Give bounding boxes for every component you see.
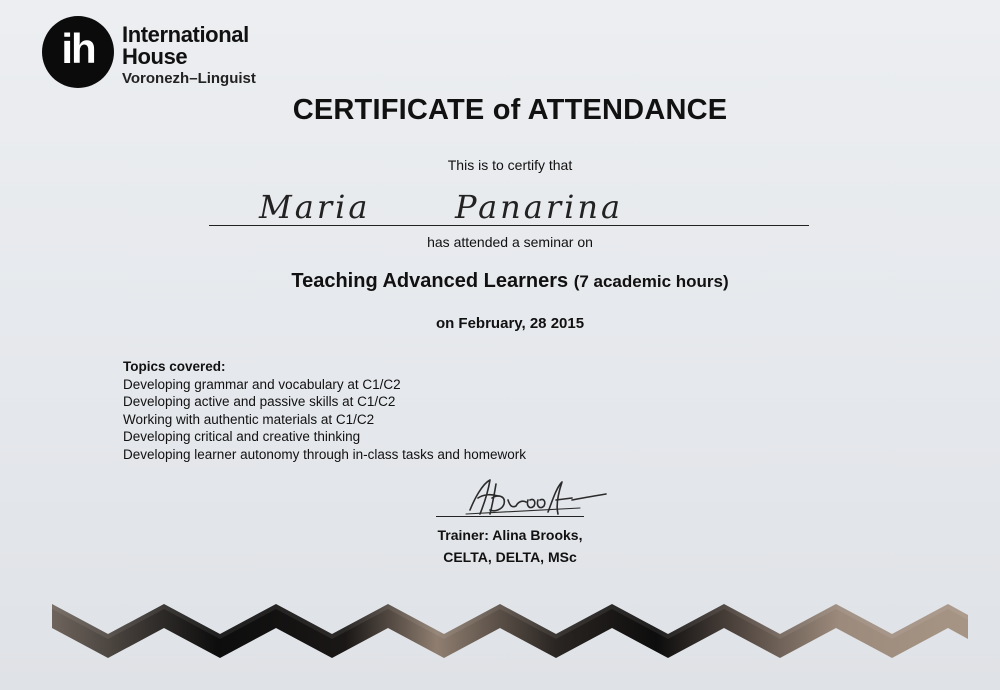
trainer-name: Trainer: Alina Brooks,	[437, 527, 583, 543]
topic-item: Working with authentic materials at C1/C2	[123, 411, 375, 427]
topic-item: Developing critical and creative thinking	[123, 429, 361, 444]
decorative-zigzag-border	[52, 598, 968, 658]
topic-item: Developing grammar and vocabulary at C1/C2	[123, 376, 401, 392]
certificate-title: CERTIFICATE of ATTENDANCE	[292, 94, 728, 126]
seminar-hours: (7 academic hours)	[573, 272, 729, 291]
topic-item: Developing learner autonomy through in-class tasks and homework	[123, 446, 526, 462]
attended-text: has attended a seminar on	[427, 234, 593, 250]
ih-logo-mark	[42, 16, 114, 88]
recipient-last-name: Panarina	[455, 188, 624, 226]
topics-list	[123, 376, 526, 464]
logo-mark-text: ih	[61, 25, 95, 72]
topics-section	[123, 358, 526, 463]
trainer-credentials: CELTA, DELTA, MSc	[443, 549, 577, 565]
seminar-date: on February, 28 2015	[435, 315, 585, 332]
trainer-block	[400, 524, 620, 568]
seminar-heading	[0, 270, 1000, 293]
recipient-first-name: Maria	[259, 188, 371, 226]
logo-wordmark	[122, 24, 256, 87]
topics-heading: Topics covered:	[123, 359, 226, 374]
seminar-title: Teaching Advanced Learners	[291, 270, 569, 292]
name-underline	[209, 225, 809, 226]
international-house-logo	[40, 12, 300, 96]
logo-line-international: International	[122, 22, 249, 47]
signature-line	[436, 516, 584, 517]
logo-line-house: House	[122, 44, 188, 69]
logo-line-branch: Voronezh–Linguist	[122, 70, 256, 87]
recipient-name	[209, 182, 809, 226]
certify-text: This is to certify that	[447, 157, 573, 173]
topic-item: Developing active and passive skills at C1/C2	[123, 394, 396, 409]
trainer-signature	[430, 470, 630, 522]
